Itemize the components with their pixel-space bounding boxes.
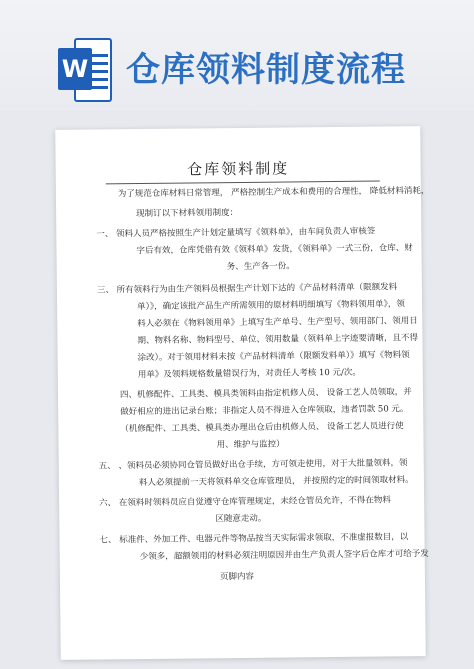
text-line: 七、 标准件、外加工件、电器元件等物品按当天实际需求领取，不准虚报数目，以 (99, 532, 409, 546)
word-letter-badge: W (58, 48, 92, 90)
text-line: 字后有效，仓库凭借有效《领料单》发货，《领料单》一式三份，仓库、财 (136, 243, 413, 257)
banner-title: 仓库领料制度流程 (126, 50, 406, 90)
text-line: 料人必须提前一天将领料单交仓库管理员， 并按照约定的时间领取材料。 (138, 475, 414, 489)
text-line: 六、 在领料时领料员应自觉遵守仓库管理规定，未经仓管员允许，不得在物料 (99, 495, 391, 509)
text-line: 三、 所有领料行为由生产领料员根据生产计划下达的《产品材料清单（限额发料 (96, 282, 398, 296)
document-title: 仓库领料制度 (187, 159, 290, 179)
text-line: 四、机修配件、工具类、模具类领料由指定机修人员、 设备工艺人员领取，并 (119, 387, 412, 401)
text-line: 做好相应的进出记录台账；非指定人员不得进入仓库领取，违者罚款 50 元。 (120, 404, 409, 418)
text-line: 料人必须在《物料领用单》上填写生产单号、生产型号、领用部门、领用日 (137, 316, 418, 330)
text-line: 少领多，超额领用的材料必须注明原因并由生产负责人签字后仓库才可给予发 (139, 549, 429, 563)
text-line: 单）》，确定该批产品生产所需领用的原材料明细填写《物料领用单》，领 (137, 299, 405, 313)
word-document-icon (58, 38, 112, 102)
text-line: 现制订以下材料领用制度： (136, 208, 239, 220)
text-line: 涂改）。对于领用材料未按《产品材料清单（限额发料单）》填写《物料领 (137, 350, 410, 364)
text-line: 用、维护与监控） (216, 439, 285, 451)
text-line: 用单》及领料规格数量错误行为，对责任人考核 10 元/次。 (137, 367, 361, 381)
text-line: 五、 、领料员必须协同仓管员做好出仓手续，方可领走使用，对于大批量领料，领 (98, 458, 408, 472)
text-line: 为了规范仓库材料日常管理， 严格控制生产成本和费用的合理性， 降低材料消耗， (117, 186, 430, 200)
document-page (55, 126, 430, 660)
page-footer: 页脚内容 (219, 571, 254, 583)
text-line: 期、物料名称、物料型号、单位、领用数量（领料单上字迹要清晰，且不得 (137, 333, 419, 347)
text-line: 务、生产各一份。 (226, 261, 295, 273)
text-line: 一、 领料人员严格按照生产计划定量填写《领料单》，由车间负责人审核签 (96, 226, 376, 240)
text-line: （机修配件、工具类、模具类办理出仓后由机修人员、 设备工艺人员进行使 (120, 421, 404, 435)
text-line: 区随意走动。 (215, 513, 267, 525)
title-underline (106, 181, 380, 185)
